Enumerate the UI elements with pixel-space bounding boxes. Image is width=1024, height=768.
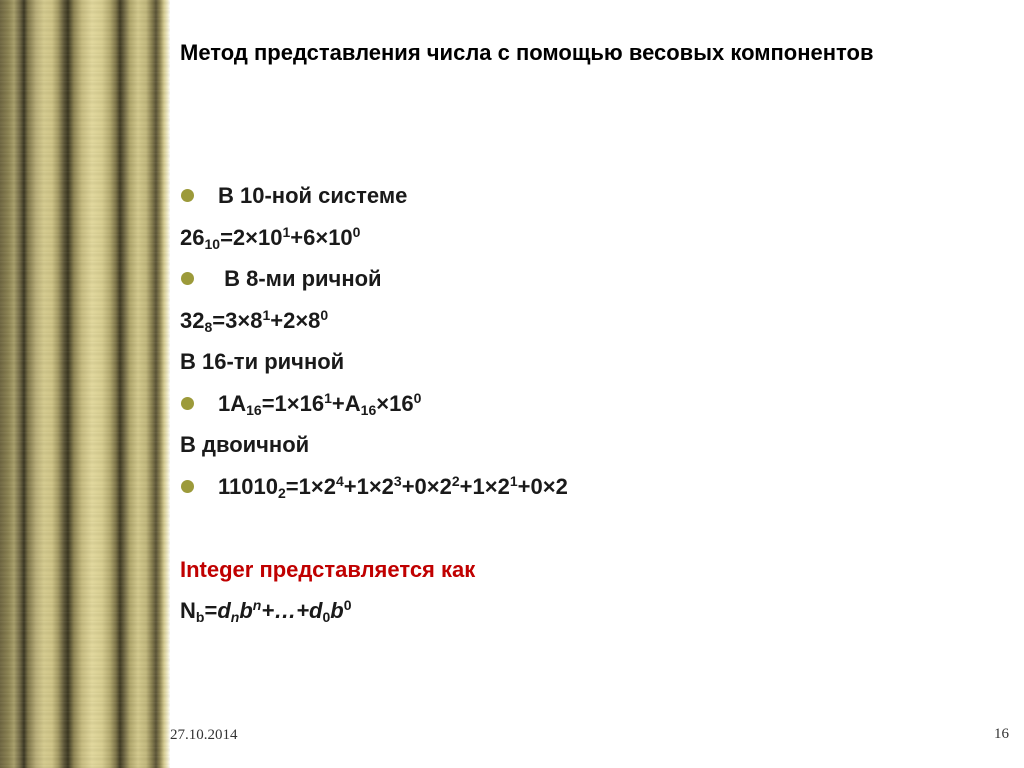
bullet-dot-icon: [181, 397, 194, 410]
formula-part: +6×10: [290, 224, 353, 250]
integer-heading: [180, 549, 1000, 591]
formula-part: 32: [180, 307, 205, 333]
formula-part: =1×2: [285, 473, 336, 499]
formula-part: 11010: [218, 473, 278, 499]
formula-part: +1×2: [459, 473, 510, 499]
formula-superscript: 0: [413, 389, 422, 406]
slide-body: [180, 175, 1000, 632]
formula-superscript: 4: [335, 472, 344, 489]
formula-part: +0×2: [401, 473, 452, 499]
formula-part: +2×8: [270, 307, 321, 333]
formula-subscript: b: [195, 609, 205, 625]
formula-superscript: 1: [324, 389, 332, 406]
formula-superscript: 0: [352, 223, 361, 240]
formula-superscript: 0: [343, 597, 352, 613]
line-text: В 10-ной системе: [218, 183, 408, 208]
formula-general: [180, 590, 1000, 632]
formula-subscript: 16: [360, 401, 377, 418]
footer-date: 27.10.2014: [170, 727, 238, 743]
formula-part: =: [204, 598, 218, 623]
formula-part: 1A: [218, 390, 247, 416]
formula-part: +0×2: [517, 473, 568, 499]
formula-subscript: 16: [246, 401, 262, 418]
formula-part: +A: [331, 390, 361, 416]
formula-subscript: 0: [322, 609, 331, 625]
formula-superscript: 3: [393, 472, 402, 489]
formula-part: +1×2: [343, 473, 394, 499]
bullet-line-octal: [180, 258, 1000, 300]
bullet-dot-icon: [181, 272, 194, 285]
bullet-line-decimal: [180, 175, 1000, 217]
spacer: [180, 507, 1000, 549]
formula-decimal: [180, 217, 1000, 259]
bullet-formula-hex: [180, 383, 1000, 425]
formula-octal: [180, 300, 1000, 342]
slide-title: Метод представления числа с помощью весовых компонентов: [180, 40, 874, 65]
formula-part: ×16: [376, 390, 414, 416]
page-number: 16: [994, 726, 1009, 742]
formula-superscript: 0: [320, 306, 329, 323]
formula-part: =1×16: [261, 390, 325, 416]
formula-part: N: [180, 598, 196, 623]
pillar-texture: [0, 0, 170, 768]
formula-part: +…+: [261, 598, 310, 623]
line-text: Integer представляется как: [180, 556, 476, 582]
formula-part: =2×10: [220, 224, 283, 250]
formula-subscript: n: [230, 609, 240, 625]
formula-subscript: 8: [204, 318, 213, 335]
formula-subscript: 10: [204, 235, 221, 252]
formula-superscript: n: [252, 597, 262, 613]
formula-part: 26: [180, 224, 205, 250]
formula-part: b: [239, 598, 253, 623]
formula-superscript: 1: [262, 306, 271, 323]
formula-superscript: 2: [451, 472, 460, 489]
formula-part: =3×8: [212, 307, 263, 333]
formula-subscript: 2: [277, 484, 286, 501]
line-text: В 8-ми ричной: [218, 266, 382, 291]
formula-superscript: 1: [282, 223, 291, 240]
formula-part: d: [217, 598, 231, 623]
formula-part: d: [309, 598, 323, 623]
line-binary-label: [180, 424, 1000, 466]
bullet-formula-binary: [180, 466, 1000, 508]
line-hex-label: [180, 341, 1000, 383]
formula-part: b: [330, 598, 344, 623]
formula-superscript: 1: [509, 472, 518, 489]
bullet-dot-icon: [181, 480, 194, 493]
bullet-dot-icon: [181, 189, 194, 202]
line-text: В 16-ти ричной: [180, 349, 345, 374]
line-text: В двоичной: [180, 432, 310, 457]
